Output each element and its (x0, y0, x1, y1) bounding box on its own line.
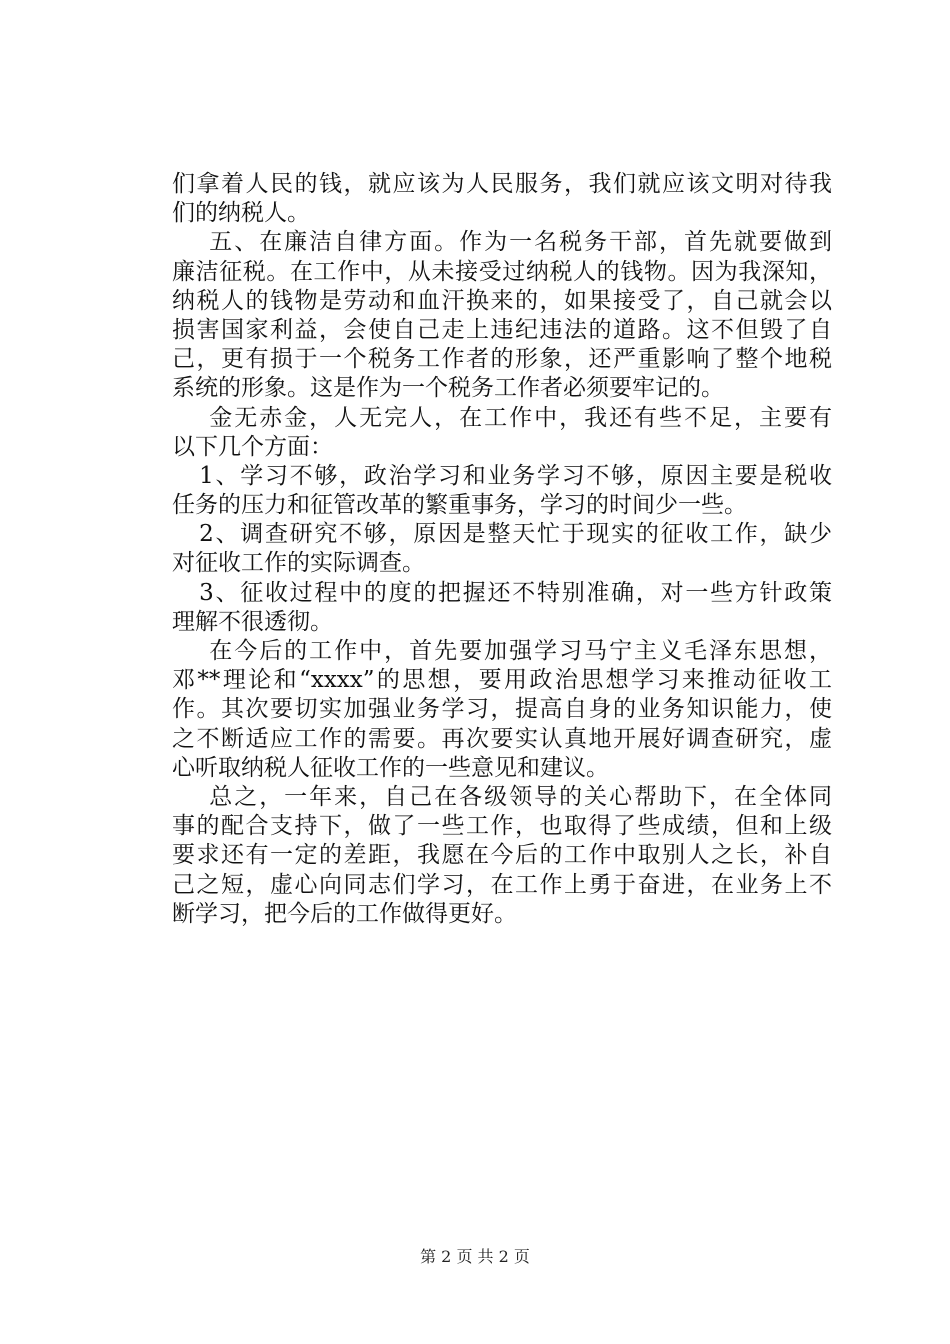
text-line: 作。其次要切实加强业务学习，提高自身的业务知识能力，使 (172, 696, 832, 723)
text-line: 邓**理论和“xxxx”的思想，要用政治思想学习来推动征收工 (172, 667, 832, 694)
text-line: 断学习，把今后的工作做得更好。 (172, 900, 517, 927)
text-line: 己之短，虚心向同志们学习，在工作上勇于奋进，在业务上不 (172, 871, 832, 898)
text-line: 任务的压力和征管改革的繁重事务，学习的时间少一些。 (172, 492, 747, 519)
document-body (172, 170, 832, 929)
text-line: 损害国家利益，会使自己走上违纪违法的道路。这不但毁了自 (172, 316, 832, 343)
text-line: 纳税人的钱物是劳动和血汗换来的，如果接受了，自己就会以 (172, 287, 832, 314)
text-line: 要求还有一定的差距，我愿在今后的工作中取别人之长，补自 (172, 842, 832, 869)
text-line: 金无赤金，人无完人，在工作中，我还有些不足，主要有 (172, 404, 832, 431)
page-footer: 第 2 页 共 2 页 (420, 1247, 530, 1266)
text-line: 事的配合支持下，做了一些工作，也取得了些成绩，但和上级 (172, 813, 832, 840)
text-line: 之不断适应工作的需要。再次要实认真地开展好调查研究，虚 (172, 725, 832, 752)
text-line: 们的纳税人。 (172, 200, 310, 227)
text-line: 廉洁征税。在工作中，从未接受过纳税人的钱物。因为我深知， (172, 258, 832, 285)
text-line: 以下几个方面： (172, 433, 333, 460)
text-line: 在今后的工作中，首先要加强学习马宁主义毛泽东思想， (172, 638, 832, 664)
text-line: 们拿着人民的钱，就应该为人民服务，我们就应该文明对待我 (172, 171, 832, 197)
text-line: 理解不很透彻。 (172, 608, 333, 635)
text-line: 系统的形象。这是作为一个税务工作者必须要牢记的。 (172, 375, 724, 402)
text-line: 五、在廉洁自律方面。作为一名税务干部，首先就要做到 (172, 229, 832, 256)
text-line: 3、征收过程中的度的把握还不特别准确，对一些方针政策 (172, 579, 832, 606)
text-line: 对征收工作的实际调查。 (172, 550, 425, 577)
text-line: 1、学习不够，政治学习和业务学习不够，原因主要是税收 (172, 462, 832, 489)
text-line: 总之，一年来，自己在各级领导的关心帮助下，在全体同 (172, 783, 832, 810)
text-line: 2、调查研究不够，原因是整天忙于现实的征收工作，缺少 (172, 521, 832, 548)
text-line: 心听取纳税人征收工作的一些意见和建议。 (172, 754, 609, 781)
text-line: 己，更有损于一个税务工作者的形象，还严重影响了整个地税 (172, 346, 832, 373)
